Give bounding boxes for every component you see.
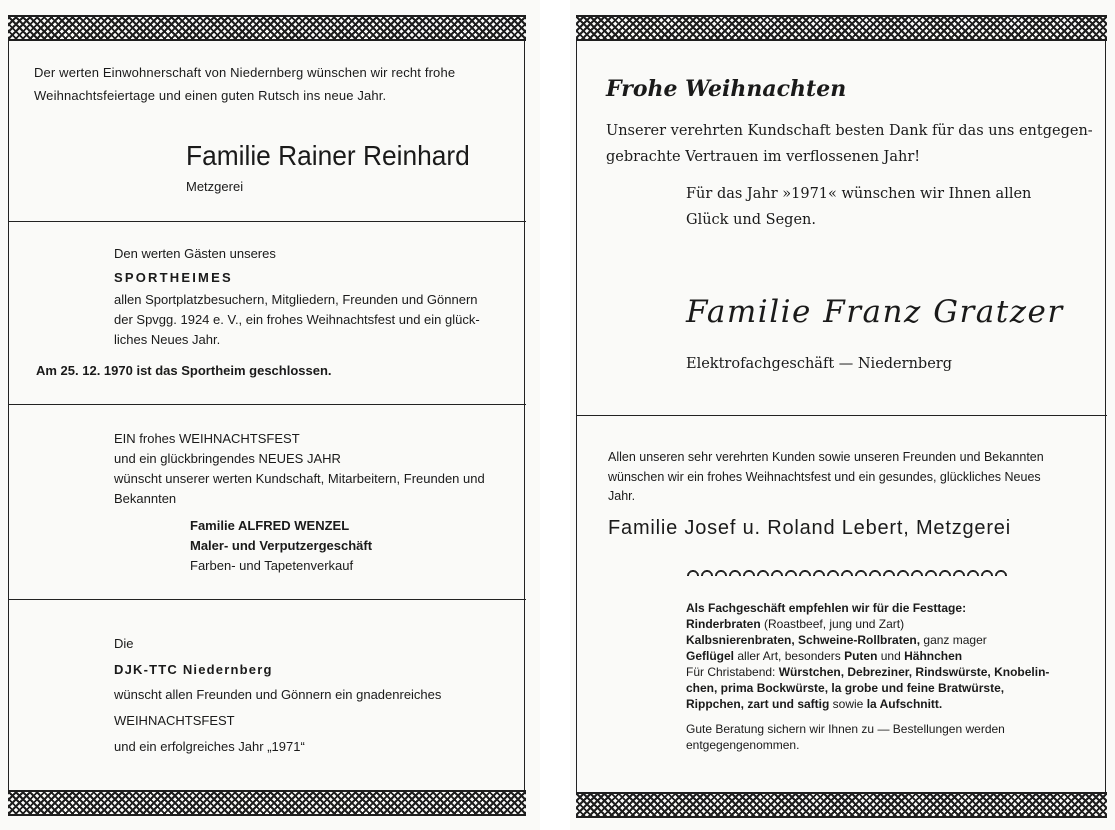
offer-5-bold: chen, prima Bockwürste, la grobe und feine Bratwürste,	[686, 681, 1005, 695]
lebert-line-3: Jahr.	[608, 489, 636, 503]
ornamental-border-bottom	[8, 790, 526, 816]
wave-ornament	[686, 566, 1008, 576]
offer-line-1	[686, 616, 1049, 632]
offer-6-normal: sowie	[829, 697, 867, 711]
wenzel-line-3: wünscht unserer werten Kundschaft, Mitarbeitern, Freunden und	[114, 471, 485, 486]
divider-2	[8, 404, 526, 405]
reinhard-greeting-line-2: Weihnachtsfeiertage und einen guten Rutsch ins neue Jahr.	[34, 88, 387, 103]
sportheim-line-5: liches Neues Jahr.	[114, 332, 221, 347]
djk-line-5: und ein erfolgreiches Jahr „1971“	[114, 739, 305, 754]
left-page	[0, 0, 540, 830]
offer-line-5	[686, 680, 1049, 696]
offer-3-bold-2: Puten	[844, 649, 878, 663]
sportheim-line-4: der Spvgg. 1924 e. V., ein frohes Weihnachtsfest und ein glück-	[114, 312, 480, 327]
offer-heading: Als Fachgeschäft empfehlen wir für die Festtage:	[686, 601, 967, 615]
gratzer-line-3: Für das Jahr »1971« wünschen wir Ihnen allen	[686, 186, 1032, 202]
djk-club-name: DJK-TTC Niedernberg	[114, 662, 273, 677]
offer-3-bold-1: Geflügel	[686, 649, 735, 663]
wenzel-family-name	[190, 516, 349, 536]
gratzer-line-4: Glück und Segen.	[686, 212, 816, 228]
wenzel-trade-2: Farben- und Tapetenverkauf	[190, 558, 354, 573]
gratzer-family-name: Familie Franz Gratzer	[686, 294, 1064, 330]
closing-line-1: Gute Beratung sichern wir Ihnen zu — Bestellungen werden	[686, 722, 1005, 736]
lebert-line-2: wünschen wir ein frohes Weihnachtsfest und ein gesundes, glückliches Neues	[608, 470, 1041, 484]
ornamental-border-top-right	[576, 15, 1107, 41]
sportheim-line-1: Den werten Gästen unseres	[114, 246, 276, 261]
offer-3-bold-3: Hähnchen	[904, 649, 963, 663]
lebert-line-1: Allen unseren sehr verehrten Kunden sowie unseren Freunden und Bekannten	[608, 450, 1044, 464]
wenzel-line-2: und ein glückbringendes NEUES JAHR	[114, 451, 341, 466]
sportheim-line-3: allen Sportplatzbesuchern, Mitgliedern, Freunden und Gönnern	[114, 292, 478, 307]
djk-line-1: Die	[114, 636, 134, 651]
offer-1-normal: (Roastbeef, jung und Zart)	[760, 617, 905, 631]
offer-1-bold: Rinderbraten	[686, 617, 761, 631]
reinhard-family-name: Familie Rainer Reinhard	[186, 140, 470, 171]
offer-line-4	[686, 664, 1049, 680]
gratzer-heading: Frohe Weihnachten	[606, 76, 847, 102]
sportheim-title: SPORTHEIMES	[114, 270, 233, 285]
wenzel-name-prefix: Familie	[190, 518, 235, 533]
lebert-offer	[686, 600, 1049, 753]
ornamental-border-top	[8, 15, 526, 41]
offer-2-bold: Kalbsnierenbraten, Schweine-Rollbraten,	[686, 633, 921, 647]
offer-2-normal: ganz mager	[920, 633, 987, 647]
offer-6-bold-1: Rippchen, zart und saftig	[686, 697, 830, 711]
sportheim-closed-notice: Am 25. 12. 1970 ist das Sportheim geschlossen.	[36, 363, 332, 378]
wenzel-name: ALFRED WENZEL	[237, 518, 350, 533]
offer-6-bold-2: la Aufschnitt.	[866, 697, 943, 711]
divider-1	[8, 221, 526, 222]
offer-3-normal-1: aller Art, besonders	[734, 649, 845, 663]
wenzel-line-1: EIN frohes WEIHNACHTSFEST	[114, 431, 300, 446]
divider-right-1	[576, 415, 1107, 416]
divider-3	[8, 599, 526, 600]
offer-line-2	[686, 632, 1049, 648]
right-page	[570, 0, 1115, 830]
djk-line-4: WEIHNACHTSFEST	[114, 713, 235, 728]
gratzer-trade: Elektrofachgeschäft — Niedernberg	[686, 356, 952, 372]
offer-4-normal: Für Christabend:	[686, 665, 779, 679]
reinhard-greeting-line-1: Der werten Einwohnerschaft von Niedernberg wünschen wir recht frohe	[34, 65, 456, 80]
lebert-family-name: Familie Josef u. Roland Lebert, Metzgerei	[608, 517, 1011, 539]
offer-spacer	[686, 712, 1049, 721]
gratzer-line-1: Unserer verehrten Kundschaft besten Dank für das uns entgegen-	[606, 123, 1093, 139]
offer-line-6	[686, 696, 1049, 712]
gratzer-line-2: gebrachte Vertrauen im verflossenen Jahr!	[606, 149, 921, 165]
wenzel-trade-1: Maler- und Verputzergeschäft	[190, 538, 373, 553]
ornamental-border-bottom-right	[576, 792, 1107, 818]
offer-line-3	[686, 648, 1049, 664]
offer-4-bold: Würstchen, Debreziner, Rindswürste, Knobelin-	[778, 665, 1050, 679]
wenzel-line-4: Bekannten	[114, 491, 177, 506]
djk-line-3: wünscht allen Freunden und Gönnern ein gnadenreiches	[114, 687, 442, 702]
reinhard-trade: Metzgerei	[186, 179, 244, 194]
offer-3-normal-2: und	[877, 649, 905, 663]
closing-line-2: entgegengenommen.	[686, 738, 800, 752]
